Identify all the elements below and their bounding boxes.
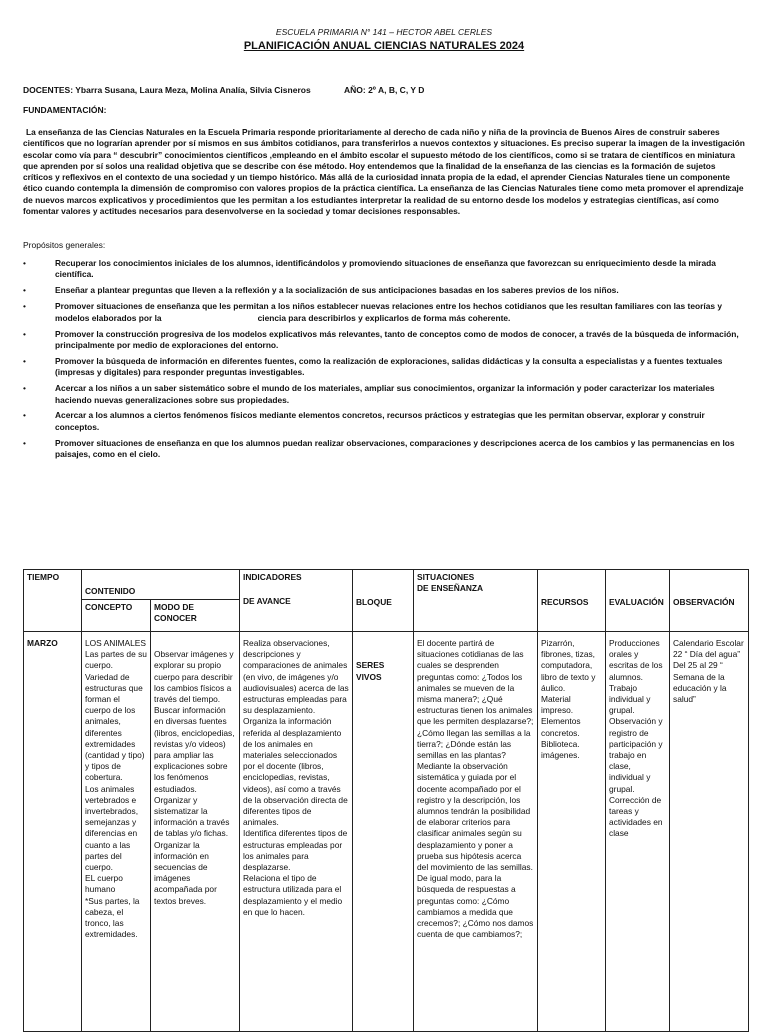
fundamentacion-heading: FUNDAMENTACIÓN: xyxy=(23,105,107,115)
school-name: ESCUELA PRIMARIA N° 141 – HECTOR ABEL CERLES xyxy=(275,27,493,37)
list-item: • Acercar a los niños a un saber sistemático sobre el mundo de los materiales, ampliar sus conocimientos, organizar la información y poder caracterizar los materiales haciendo nuevas generalizaciones sobre sus propiedades. xyxy=(23,383,715,405)
cell-concepto: LOS ANIMALES Las partes de su cuerpo. Variedad de estructuras que forman el cuerpo de los animales, diferentes extremidades (cantidad y tipo) y tipos de cobertura. Los animales vertebrados e invertebrados, semejanzas y diferencias en cuanto a las partes del cuerpo. EL cuerpo humano *Sus partes, la cabeza, el tronco, las extremidades. xyxy=(82,632,151,1032)
cell-tiempo: MARZO xyxy=(24,632,82,1032)
bullet-icon: • xyxy=(23,437,26,448)
header-observacion: OBSERVACIÓN xyxy=(670,570,749,632)
header-bloque: BLOQUE xyxy=(353,570,414,632)
header-situaciones: SITUACIONES DE ENSEÑANZA xyxy=(414,570,538,632)
list-item: • Enseñar a plantear preguntas que lleven a la reflexión y a la socialización de sus anticipaciones basadas en los saberes previos de los niños. xyxy=(23,285,619,296)
header-modo: MODO DE CONOCER xyxy=(151,600,240,632)
bullet-icon: • xyxy=(23,410,26,421)
propositos-list xyxy=(23,258,747,465)
planning-table xyxy=(23,569,749,1032)
fundamentacion-text: La enseñanza de las Ciencias Naturales en la Escuela Primaria responde prioritariamente al derecho de cada niño y niña de la provincia de Buenos Aires de construir saberes científicos que no lograrían aprender por sí mismos en sus ámbitos cotidianos, para transferirlos a nuevos contextos y situaciones. Es preciso superar la imagen de la investigación escolar como vía para “ descubrir” conocimientos científicos ,empleando en el ámbito escolar el supuesto método de los científicos, como si se tratara de científicos en miniatura que aprenden por sí solos una realidad objetiva que se describe con ése método. Hoy entendemos que la finalidad de la enseñanza de las ciencias es la formación de sujetos críticos y reflexivos en el contexto de una sociedad y un tiempo histórico. Más allá de la curiosidad innata propia de la edad, el aprender Ciencias Naturales tiene un componente ético cuando contempla la dimensión de compromiso con valores propios de la práctica científica. La enseñanza de las Ciencias Naturales tiene como meta promover el aprendizaje de nuevos marcos explicativos y procedimientos que les permitan a los estudiantes interpretar la realidad de su entorno desde los modelos y estrategias científicas, así como fomentar valores y actitudes necesarios para desenvolverse en la sociedad y tomar decisiones responsables. xyxy=(23,127,745,217)
cell-indicadores: Realiza observaciones, descripciones y comparaciones de animales (en vivo, de imágenes y/o audiovisuales) acerca de las estructuras empleadas para su desplazamiento. Organiza la información referida al desplazamiento de los animales en materiales seleccionados por el docente (libros, enciclopedias, revistas, videos), así como a través de la observación directa de diferentes tipos de animales. Identifica diferentes tipos de estructuras empleadas por los animales para desplazarse. Relaciona el tipo de estructura utilizada para el desplazamiento y el medio en que lo hacen. xyxy=(240,632,353,1032)
table-row xyxy=(24,632,749,1032)
list-item: • Promover situaciones de enseñanza en que los alumnos puedan realizar observaciones, comparaciones y descripciones acerca de los cambios y las permanencias en los paisajes, como en el cielo. xyxy=(23,437,735,460)
teachers-line: DOCENTES: Ybarra Susana, Laura Meza, Molina Analía, Silvia Cisneros xyxy=(23,85,311,95)
header-tiempo: TIEMPO xyxy=(24,570,82,632)
cell-evaluacion: Producciones orales y escritas de los alumnos. Trabajo individual y grupal. Observación y registro de participación y trabajo en clase, individual y grupal. Corrección de tareas y actividades en clase xyxy=(606,632,670,1032)
cell-modo: Observar imágenes y explorar su propio cuerpo para describir los cambios físicos a través del tiempo. Buscar información en diversas fuentes (libros, enciclopedias, revistas y/o videos) para ampliar las explicaciones sobre los fenómenos estudiados. Organizar y sistematizar la información a través de tablas y/o fichas. Organizar la información en secuencias de imágenes acompañada por textos breves. xyxy=(151,632,240,1032)
cell-observacion: Calendario Escolar 22 “ Día del agua” Del 25 al 29 “ Semana de la educación y la salud” xyxy=(670,632,749,1032)
header-recursos: RECURSOS xyxy=(538,570,606,632)
table-header-row xyxy=(24,570,749,600)
header-concepto: CONCEPTO xyxy=(82,600,151,632)
bullet-icon: • xyxy=(23,383,26,394)
list-item: • Promover la construcción progresiva de los modelos explicativos más relevantes, tanto de conceptos como de modos de conocer, a través de la búsqueda de información, principalmente por medio de exploraciones del entorno. xyxy=(23,328,739,350)
list-item: • Promover situaciones de enseñanza que les permitan a los niños establecer nuevas relaciones entre los hechos cotidianos que les resultan familiares con las teorías y modelos elaborados por la ciencia para describirlos y explicarlos de forma más coherente. xyxy=(23,301,722,323)
header-indicadores: INDICADORES DE AVANCE xyxy=(240,570,353,632)
header-evaluacion: EVALUACIÓN xyxy=(606,570,670,632)
cell-recursos: Pizarrón, fibrones, tizas, computadora, libro de texto y áulico. Material impreso. Elementos concretos. Biblioteca. imágenes. xyxy=(538,632,606,1032)
list-item: • Promover la búsqueda de información en diferentes fuentes, como la realización de exploraciones, salidas didácticas y la consulta a especialistas y a fuentes textuales (impresas y digitales) para responder preguntas investigables. xyxy=(23,355,723,378)
bullet-icon: • xyxy=(23,355,26,366)
bullet-icon: • xyxy=(23,285,26,296)
document-title: PLANIFICACIÓN ANUAL CIENCIAS NATURALES 2024 xyxy=(243,40,525,52)
list-item: • Acercar a los alumnos a ciertos fenómenos físicos mediante elementos concretos, recursos prácticos y estrategias que les permitan observar, explorar y construir conceptos. xyxy=(23,410,705,432)
cell-bloque: SERES VIVOS xyxy=(353,632,414,1032)
bullet-icon: • xyxy=(23,328,26,339)
bullet-icon: • xyxy=(23,301,26,312)
list-item: • Recuperar los conocimientos iniciales de los alumnos, identificándolos y promoviendo situaciones de enseñanza que favorezcan su enriquecimiento desde la mirada científica. xyxy=(23,258,716,280)
propositos-heading: Propósitos generales: xyxy=(23,240,106,250)
bullet-icon: • xyxy=(23,258,26,268)
cell-situaciones: El docente partirá de situaciones cotidianas de las cuales se desprenden preguntas como: ¿Todos los animales se mueven de la misma manera?; ¿Qué estructuras tienen los animales que les permiten desplazarse?; ¿Cómo llegan las semillas a la tierra?; ¿Dónde están las semillas en las plantas? Mediante la observación sistemática y guiada por el docente acompañado por el registro y la descripción, los alumnos tendrán la posibilidad de elaborar criterios para clasificar animales según su desplazamiento y poner a prueba sus hipótesis acerca del movimiento de las semillas. De igual modo, para la búsqueda de respuestas a preguntas como: ¿Cómo cambiamos a medida que crecemos?; ¿Cómo nos damos cuenta de que cambiamos?; xyxy=(414,632,538,1032)
grade-line: AÑO: 2º A, B, C, Y D xyxy=(344,85,425,95)
header-contenido: CONTENIDO xyxy=(82,570,240,600)
